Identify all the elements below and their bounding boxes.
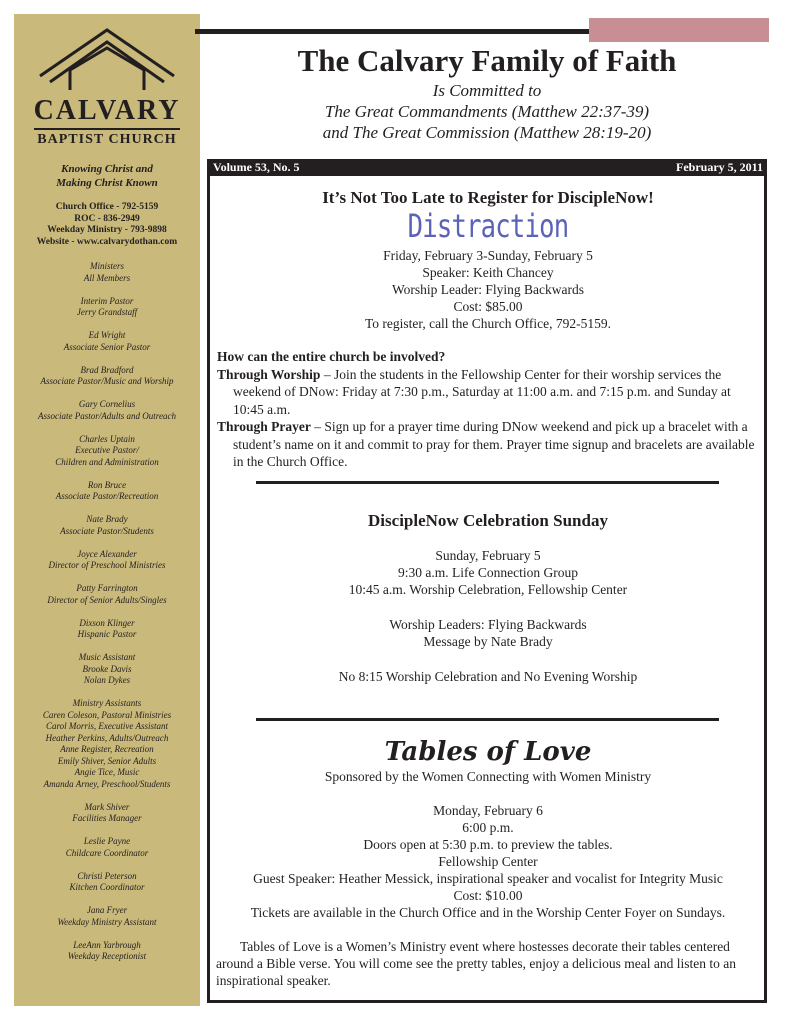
staff-line: Brad Bradford	[80, 364, 134, 375]
staff-entry	[14, 261, 200, 284]
prayer-paragraph	[217, 418, 762, 471]
staff-line: Director of Senior Adults/Singles	[47, 594, 167, 605]
staff-line: Amanda Arney, Preschool/Students	[43, 778, 171, 789]
staff-line: Gary Cornelius	[78, 399, 136, 409]
volume-bar	[207, 159, 767, 176]
detail-line: Tickets are available in the Church Office and in the Worship Center Foyer on Sundays.	[250, 905, 726, 920]
page-title: The Calvary Family of Faith	[297, 43, 677, 78]
involvement-question: How can the entire church be involved?	[217, 349, 446, 364]
staff-line: Ron Bruce	[87, 479, 127, 490]
staff-line: LeeAnn Yarbrough	[73, 939, 141, 950]
detail-line: Guest Speaker: Heather Messick, inspirational speaker and vocalist for Integrity Music	[253, 871, 723, 886]
staff-line: Emily Shiver, Senior Adults	[57, 755, 157, 766]
staff-entry	[14, 514, 200, 537]
staff-line: Leslie Payne	[83, 836, 131, 846]
prayer-label: Through Prayer	[217, 419, 311, 434]
tagline	[14, 162, 200, 190]
subtitle-line: and The Great Commission (Matthew 28:19-20)	[322, 123, 652, 142]
worship-label: Through Worship	[217, 366, 321, 382]
staff-entry	[14, 549, 200, 572]
staff-line: Associate Senior Pastor	[63, 341, 151, 352]
staff-entry	[14, 652, 200, 687]
staff-line: Kitchen Coordinator	[69, 882, 145, 892]
tables-of-love-heading: Tables of Love	[384, 737, 592, 767]
schedule-line: 10:45 a.m. Worship Celebration, Fellowship Center	[348, 582, 628, 597]
tables-details	[214, 802, 762, 921]
staff-line: Ed Wright	[88, 330, 126, 340]
staff-line: Ministers	[89, 261, 124, 271]
staff-line: Childcare Coordinator	[65, 847, 149, 858]
staff-line: Facilities Manager	[72, 813, 142, 823]
staff-line: Weekday Ministry Assistant	[57, 916, 157, 927]
prayer-text: – Sign up for a prayer time during DNow weekend and pick up a bracelet with a student’s name on it and commit to pray for them. Prayer time signup and bracelets are available in the Church Office.	[233, 419, 755, 469]
staff-line: Associate Pastor/Adults and Outreach	[38, 410, 176, 421]
staff-entry	[14, 905, 200, 928]
detail-line: 6:00 p.m.	[462, 820, 514, 835]
staff-line: Director of Preschool Ministries	[48, 560, 166, 570]
leader-line: Message by Nate Brady	[423, 634, 553, 649]
staff-line: Executive Pastor/	[75, 445, 139, 455]
logo-subtitle: BAPTIST CHURCH	[37, 132, 177, 147]
staff-line: Carol Morris, Executive Assistant	[46, 721, 168, 731]
staff-line: Associate Pastor/Recreation	[55, 491, 159, 501]
contact-line: Website - www.calvarydothan.com	[36, 236, 178, 247]
staff-line: Christi Peterson	[77, 870, 137, 881]
accent-bar	[589, 18, 769, 42]
staff-entry	[14, 480, 200, 503]
detail-line: Doors open at 5:30 p.m. to preview the tables.	[363, 837, 613, 852]
staff-line: Patty Farrington	[76, 583, 138, 593]
staff-entry	[14, 365, 200, 388]
tagline-line: Making Christ Known	[56, 177, 158, 189]
staff-entry	[14, 698, 200, 790]
detail-line: Cost: $10.00	[453, 888, 523, 903]
staff-line: Angie Tice, Music	[74, 767, 140, 777]
celebration-leaders	[214, 616, 762, 650]
worship-text: – Join the students in the Fellowship Center for their worship services the weekend of DNow: Friday at 7:30 p.m., Saturday at 11:00 a.m. and 7:15 p.m. and Sunday at 10:45 a.m.	[233, 366, 731, 417]
detail-line: Cost: $85.00	[453, 299, 523, 314]
page-subtitle	[207, 80, 767, 143]
volume-number: Volume 53, No. 5	[213, 160, 300, 174]
staff-entry	[14, 836, 200, 859]
disciplenow-details	[214, 247, 762, 332]
staff-entry	[14, 802, 200, 825]
article-heading-disciplenow: It’s Not Too Late to Register for DiscipleNow!	[322, 188, 654, 207]
staff-line: Jerry Grandstaff	[76, 307, 138, 317]
section-divider	[256, 481, 719, 484]
staff-entry	[14, 940, 200, 963]
detail-line: Fellowship Center	[438, 854, 538, 869]
subtitle-line: The Great Commandments (Matthew 22:37-39)	[324, 102, 650, 121]
detail-line: To register, call the Church Office, 792-5159.	[364, 316, 612, 331]
distraction-logo: Distraction	[407, 207, 569, 245]
staff-line: All Members	[83, 272, 131, 283]
staff-line: Heather Perkins, Adults/Outreach	[45, 732, 169, 743]
church-logo	[14, 24, 200, 147]
staff-line: Associate Pastor/Students	[60, 525, 154, 536]
staff-entry	[14, 618, 200, 641]
staff-line: Weekday Receptionist	[67, 951, 147, 961]
subtitle-line: Is Committed to	[432, 81, 542, 100]
staff-entry	[14, 583, 200, 606]
detail-line: Monday, February 6	[433, 803, 543, 818]
logo-rule	[34, 128, 180, 130]
staff-line: Music Assistant	[78, 652, 136, 662]
contact-line: ROC - 836-2949	[74, 213, 140, 224]
contact-line: Church Office - 792-5159	[55, 202, 159, 212]
leader-line: Worship Leaders: Flying Backwards	[389, 617, 587, 632]
staff-line: Associate Pastor/Music and Worship	[40, 376, 174, 386]
staff-list	[14, 261, 200, 974]
staff-line: Nolan Dykes	[83, 675, 131, 685]
tables-description: Tables of Love is a Women’s Ministry event where hostesses decorate their tables centered around a Bible verse. You will come see the pretty tables, enjoy a delicious meal and listen to an inspirational speaker.	[216, 939, 736, 988]
logo-name: CALVARY	[33, 95, 181, 126]
schedule-line: 9:30 a.m. Life Connection Group	[398, 565, 578, 580]
staff-line: Nate Brady	[86, 514, 128, 524]
tagline-line: Knowing Christ and	[61, 163, 153, 175]
article-heading-celebration: DiscipleNow Celebration Sunday	[368, 511, 608, 530]
staff-line: Caren Coleson, Pastoral Ministries	[42, 709, 172, 720]
staff-line: Children and Administration	[55, 456, 159, 467]
staff-line: Dixson Klinger	[79, 617, 135, 628]
involvement-section	[217, 348, 762, 471]
staff-entry	[14, 296, 200, 319]
worship-paragraph	[217, 366, 762, 419]
staff-line: Brooke Davis	[82, 663, 132, 674]
staff-line: Hispanic Pastor	[77, 629, 137, 639]
church-roof-icon	[36, 26, 178, 94]
section-divider	[256, 718, 719, 721]
staff-line: Anne Register, Recreation	[60, 744, 154, 754]
staff-entry	[14, 434, 200, 469]
staff-line: Interim Pastor	[80, 295, 134, 306]
contact-info	[14, 202, 200, 248]
staff-line: Mark Shiver	[84, 801, 130, 812]
detail-line: Friday, February 3-Sunday, February 5	[383, 248, 593, 263]
detail-line: Speaker: Keith Chancey	[422, 265, 554, 280]
staff-entry	[14, 871, 200, 894]
staff-line: Jana Fryer	[86, 905, 128, 915]
celebration-schedule	[214, 547, 762, 598]
celebration-note: No 8:15 Worship Celebration and No Evening Worship	[338, 669, 638, 684]
sponsor-line: Sponsored by the Women Connecting with Women Ministry	[324, 769, 652, 784]
staff-entry	[14, 399, 200, 422]
sidebar	[14, 14, 200, 1006]
schedule-line: Sunday, February 5	[435, 548, 541, 563]
contact-line: Weekday Ministry - 793-9898	[47, 225, 167, 235]
staff-entry	[14, 330, 200, 353]
staff-line: Charles Uptain	[79, 433, 135, 444]
detail-line: Worship Leader: Flying Backwards	[392, 282, 584, 297]
issue-date: February 5, 2011	[676, 160, 763, 174]
staff-line: Joyce Alexander	[77, 548, 137, 559]
staff-line: Ministry Assistants	[72, 698, 142, 708]
